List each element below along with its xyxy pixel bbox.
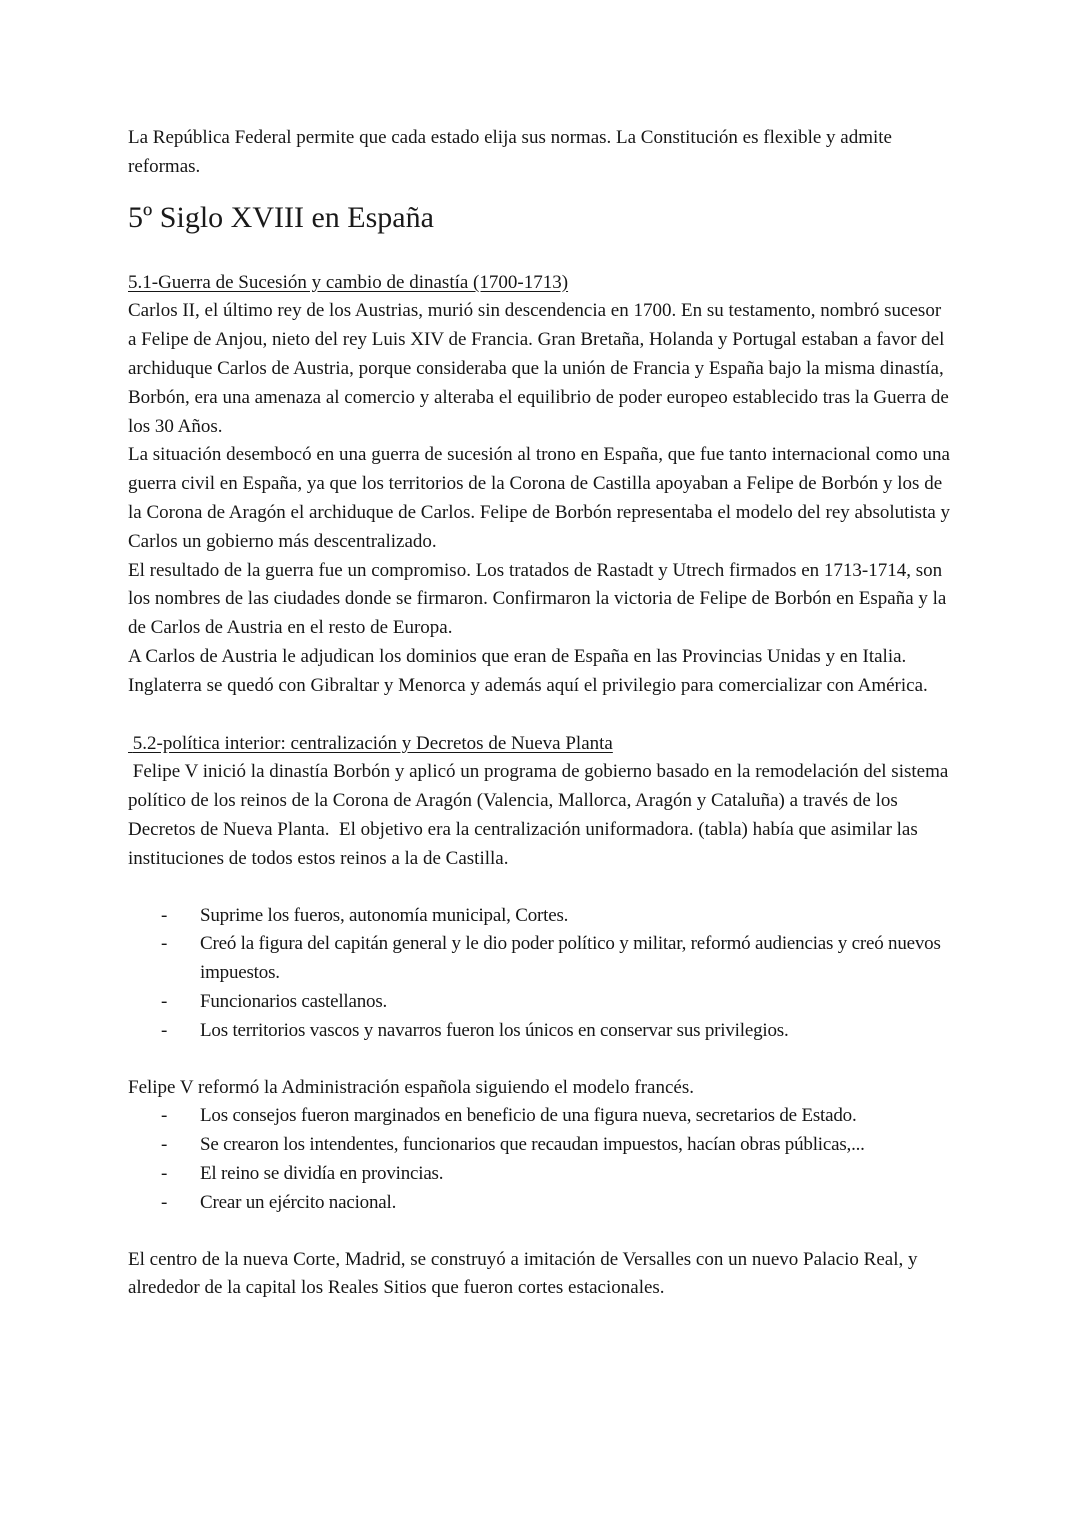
list-item-text: Creó la figura del capitán general y le dio poder político y militar, reformó audiencias y creó nuevos impuestos. xyxy=(200,933,941,984)
section-5-2-between-paragraph: Felipe V reformó la Administración española siguiendo el modelo francés. xyxy=(128,1076,694,1098)
bullet-dash-icon: - xyxy=(161,1019,168,1041)
section-5-1-paragraph-1: Carlos II, el último rey de los Austrias, murió sin descendencia en 1700. En su testamento, nombró sucesor a Felipe de Anjou, nieto del rey Luis XIV de Francia. Gran Bretaña, Holanda y Portugal estaban a favor del archiduque Carlos de Austria, porque consideraba que la unión de Francia y España bajo la misma dinastía, Borbón, era una amenaza al comercio y alteraba el equilibrio de poder europeo establecido tras la Guerra de los 30 Años. xyxy=(128,300,949,437)
list-item-text: Crear un ejército nacional. xyxy=(200,1191,397,1213)
bullet-dash-icon: - xyxy=(161,990,168,1012)
list-item-text: Los territorios vascos y navarros fueron los únicos en conservar sus privilegios. xyxy=(200,1019,789,1041)
list-item xyxy=(128,988,952,1017)
bullet-dash-icon: - xyxy=(161,1134,168,1156)
bullet-list-2 xyxy=(128,1102,952,1217)
section-5-2-heading: 5.2-política interior: centralización y Decretos de Nueva Planta xyxy=(128,732,613,754)
list-item xyxy=(128,1160,952,1189)
list-item xyxy=(128,930,952,988)
list-item-text: El reino se dividía en provincias. xyxy=(200,1162,444,1184)
bullet-dash-icon: - xyxy=(161,904,168,926)
intro-paragraph: La República Federal permite que cada estado elija sus normas. La Constitución es flexible y admite reformas. xyxy=(128,127,892,177)
list-item-text: Funcionarios castellanos. xyxy=(200,990,388,1012)
list-item-text: Suprime los fueros, autonomía municipal, Cortes. xyxy=(200,904,569,926)
section-5-1-paragraph-2: La situación desembocó en una guerra de sucesión al trono en España, que fue tanto internacional como una guerra civil en España, ya que los territorios de la Corona de Castilla apoyaban a Felipe de Borbón y los de la Corona de Aragón el archiduque de Carlos. Felipe de Borbón representaba el modelo del rey absolutista y Carlos un gobierno más descentralizado. xyxy=(128,444,951,552)
bullet-list-1 xyxy=(128,902,952,1046)
list-item xyxy=(128,1102,952,1131)
main-heading: 5º Siglo XVIII en España xyxy=(128,200,434,234)
list-item xyxy=(128,902,952,931)
list-item xyxy=(128,1131,952,1160)
list-item xyxy=(128,1189,952,1218)
list-item xyxy=(128,1017,952,1046)
bullet-dash-icon: - xyxy=(161,933,168,955)
section-5-1-paragraph-4: A Carlos de Austria le adjudican los dominios que eran de España en las Provincias Unidas y en Italia. Inglaterra se quedó con Gibraltar y Menorca y además aquí el privilegio para comercializar con América. xyxy=(128,645,928,696)
bullet-dash-icon: - xyxy=(161,1191,168,1213)
section-5-2-intro-paragraph: Felipe V inició la dinastía Borbón y aplicó un programa de gobierno basado en la remodelación del sistema político de los reinos de la Corona de Aragón (Valencia, Mallorca, Aragón y Cataluña) a través de los Decretos de Nueva Planta. El objetivo era la centralización uniformadora. (tabla) había que asimilar las instituciones de todos estos reinos a la de Castilla. xyxy=(128,761,954,869)
bullet-dash-icon: - xyxy=(161,1105,168,1127)
list-item-text: Se crearon los intendentes, funcionarios que recaudan impuestos, hacían obras públicas,... xyxy=(200,1134,865,1156)
list-item-text: Los consejos fueron marginados en beneficio de una figura nueva, secretarios de Estado. xyxy=(200,1105,857,1127)
bullet-dash-icon: - xyxy=(161,1162,168,1184)
section-5-1-paragraph-3: El resultado de la guerra fue un compromiso. Los tratados de Rastadt y Utrech firmados en 1713-1714, son los nombres de las ciudades donde se firmaron. Confirmaron la victoria de Felipe de Borbón en España y la de Carlos de Austria en el resto de Europa. xyxy=(128,559,947,639)
closing-paragraph: El centro de la nueva Corte, Madrid, se construyó a imitación de Versalles con un nuevo Palacio Real, y alrededor de la capital los Reales Sitios que fueron cortes estacionales. xyxy=(128,1248,918,1299)
section-5-1-heading: 5.1-Guerra de Sucesión y cambio de dinastía (1700-1713) xyxy=(128,271,569,293)
